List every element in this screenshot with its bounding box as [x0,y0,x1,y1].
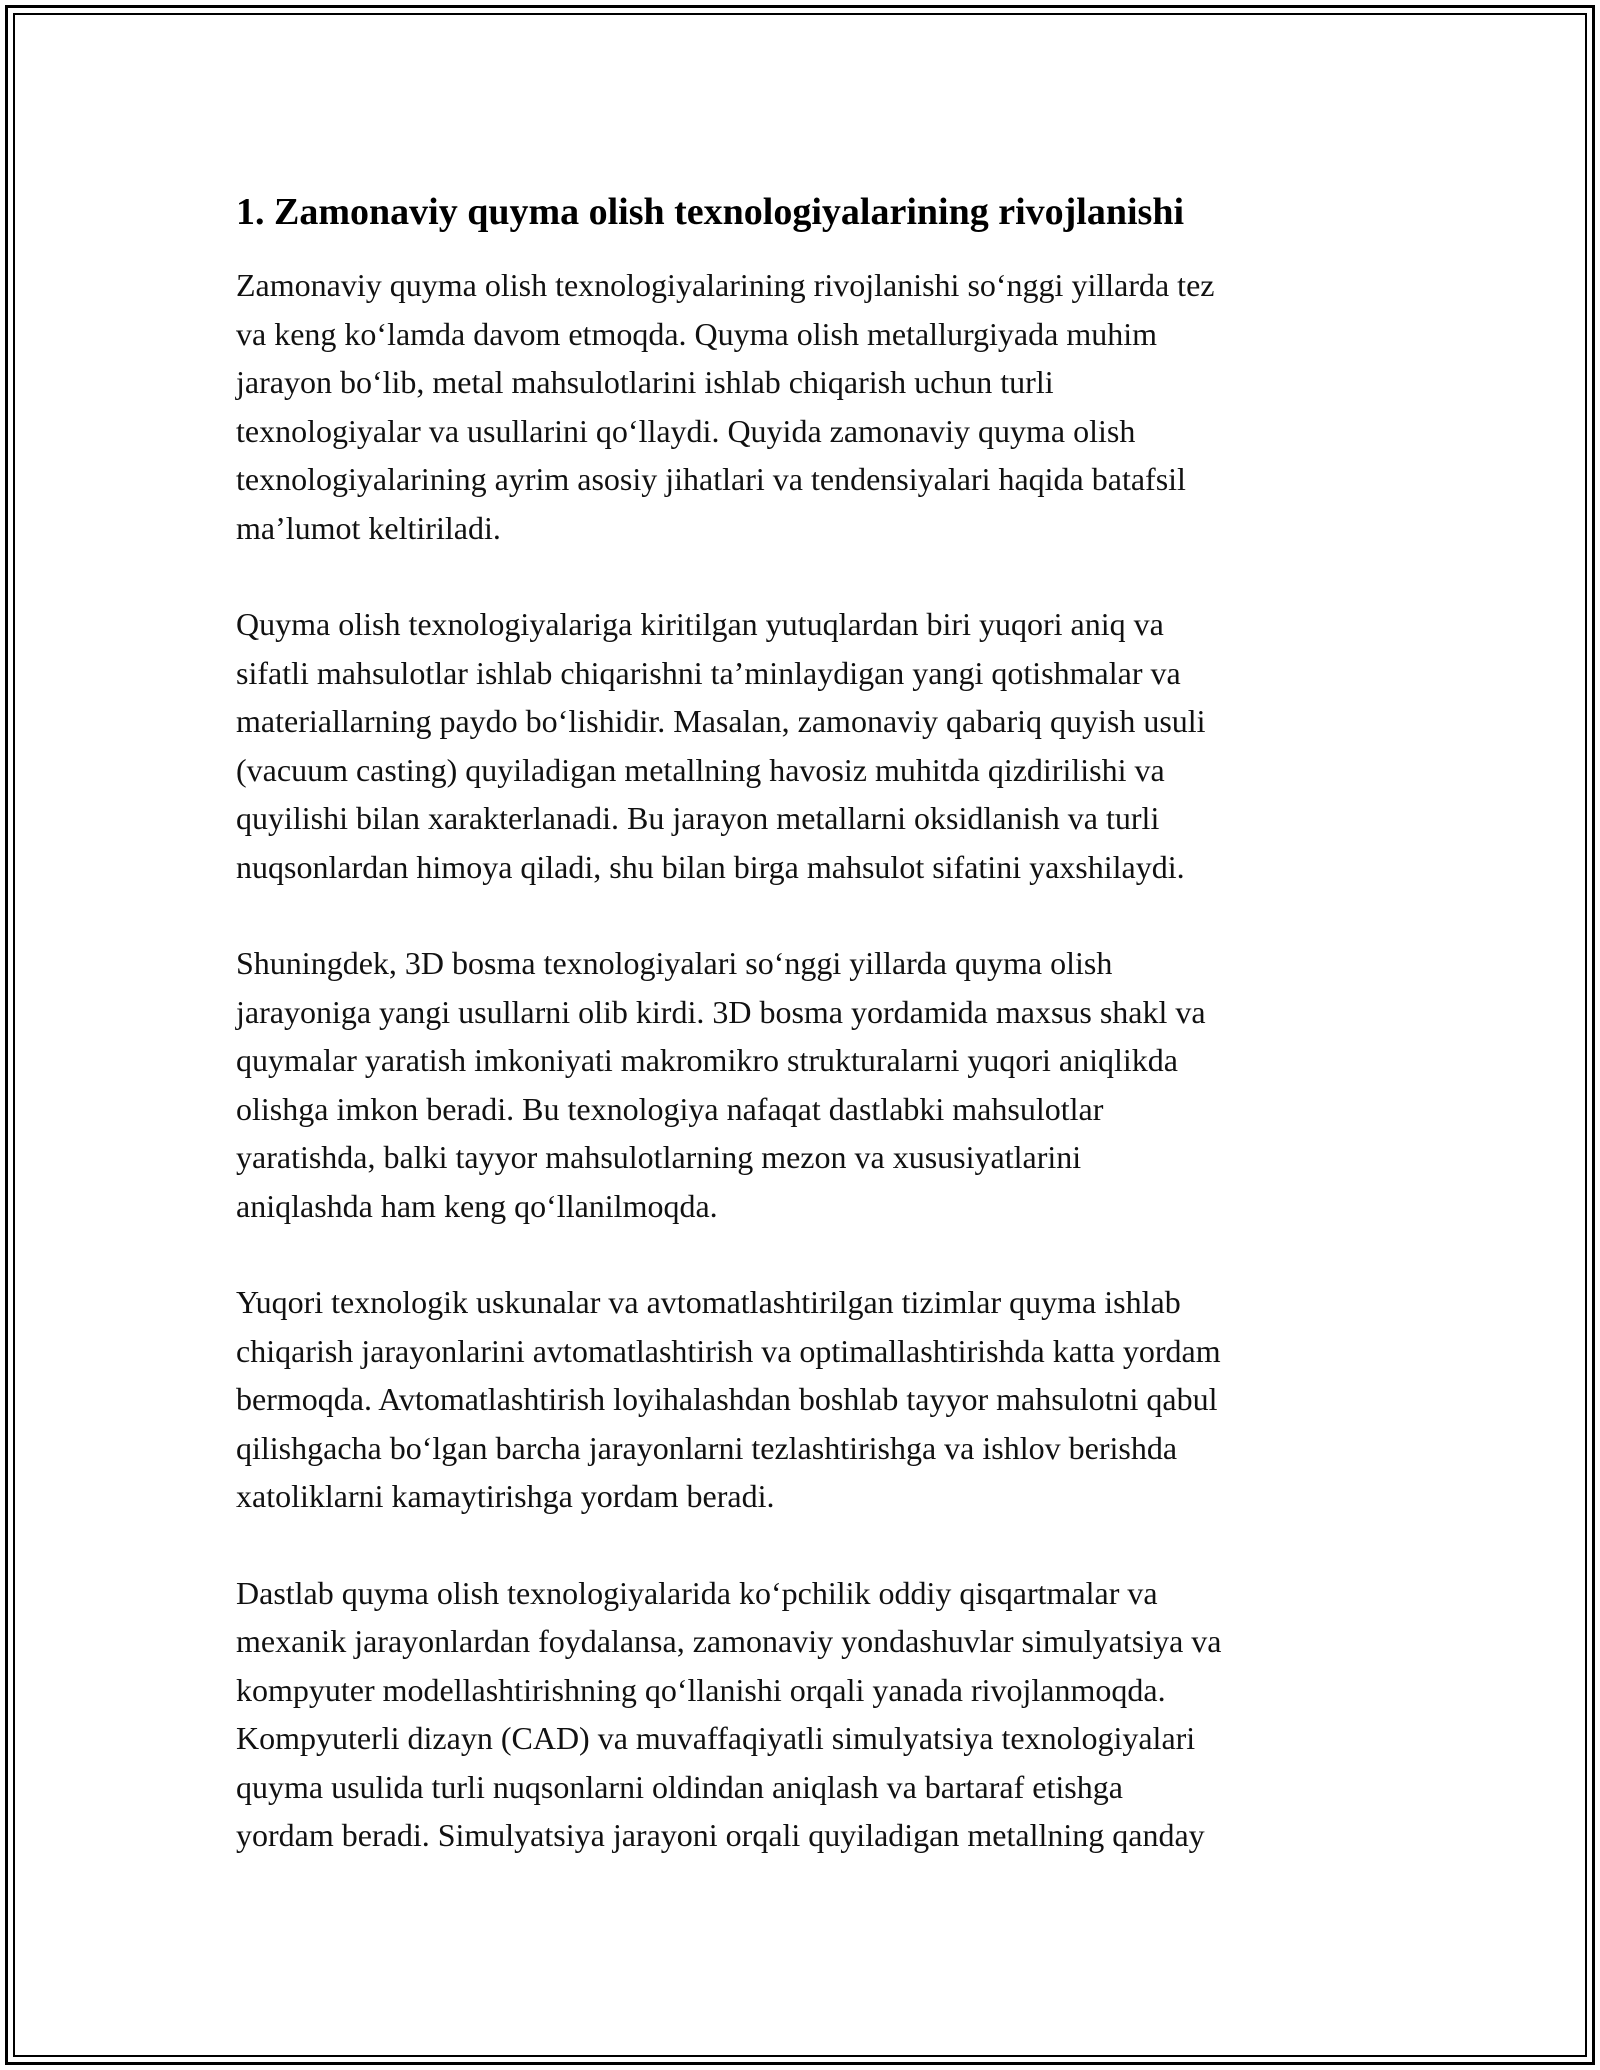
paragraph-line: quyma usulida turli nuqsonlarni oldindan aniqlash va bartaraf etishga [236,1768,1123,1805]
paragraph-line: quymalar yaratish imkoniyati makromikro strukturalarni yuqori aniqlikda [236,1042,1178,1079]
paragraph-line: Quyma olish texnologiyalariga kiritilgan yutuqlardan biri yuqori aniq va [236,606,1164,643]
body-paragraph [236,939,1376,1230]
paragraph-line: Dastlab quyma olish texnologiyalarida ko‘pchilik oddiy qisqartmalar va [236,1574,1158,1611]
paragraph-line: quyilishi bilan xarakterlanadi. Bu jarayon metallarni oksidlanish va turli [236,800,1160,837]
paragraph-line: chiqarish jarayonlarini avtomatlashtirish va optimallashtirishda katta yordam [236,1332,1221,1369]
paragraph-line: va keng ko‘lamda davom etmoqda. Quyma olish metallurgiyada muhim [236,315,1157,352]
paragraph-line: yordam beradi. Simulyatsiya jarayoni orqali quyiladigan metallning qanday [236,1817,1205,1854]
body-paragraph [236,261,1376,552]
paragraph-line: ma’lumot keltiriladi. [236,509,501,546]
paragraph-line: Shuningdek, 3D bosma texnologiyalari so‘nggi yillarda quyma olish [236,945,1113,982]
paragraph-line: qilishgacha bo‘lgan barcha jarayonlarni tezlashtirishga va ishlov berishda [236,1429,1178,1466]
paragraph-line: Zamonaviy quyma olish texnologiyalarining rivojlanishi so‘nggi yillarda tez [236,267,1215,304]
paragraph-line: texnologiyalar va usullarini qo‘llaydi. Quyida zamonaviy quyma olish [236,412,1136,449]
body-paragraph [236,600,1376,891]
paragraph-line: olishga imkon beradi. Bu texnologiya nafaqat dastlabki mahsulotlar [236,1090,1104,1127]
paragraph-container [236,261,1376,1860]
paragraph-line: jarayoniga yangi usullarni olib kirdi. 3D bosma yordamida maxsus shakl va [236,993,1206,1030]
paragraph-line: texnologiyalarining ayrim asosiy jihatlari va tendensiyalari haqida batafsil [236,461,1186,498]
section-heading: 1. Zamonaviy quyma olish texnologiyalarining rivojlanishi [236,191,1185,233]
paragraph-line: jarayon bo‘lib, metal mahsulotlarini ishlab chiqarish uchun turli [236,364,1054,401]
paragraph-line: xatoliklarni kamaytirishga yordam beradi. [236,1478,775,1515]
paragraph-line: materiallarning paydo bo‘lishidir. Masalan, zamonaviy qabariq quyish usuli [236,703,1206,740]
paragraph-line: yaratishda, balki tayyor mahsulotlarning mezon va xususiyatlarini [236,1139,1082,1176]
paragraph-line: Kompyuterli dizayn (CAD) va muvaffaqiyatli simulyatsiya texnologiyalari [236,1720,1196,1757]
paragraph-line: bermoqda. Avtomatlashtirish loyihalashdan boshlab tayyor mahsulotni qabul [236,1381,1218,1418]
paragraph-line: kompyuter modellashtirishning qo‘llanishi orqali yanada rivojlanmoqda. [236,1671,1166,1708]
body-paragraph [236,1569,1376,1860]
paragraph-line: (vacuum casting) quyiladigan metallning havosiz muhitda qizdirilishi va [236,751,1165,788]
paragraph-line: sifatli mahsulotlar ishlab chiqarishni ta’minlaydigan yangi qotishmalar va [236,654,1181,691]
paragraph-line: nuqsonlardan himoya qiladi, shu bilan birga mahsulot sifatini yaxshilaydi. [236,848,1185,885]
paragraph-line: aniqlashda ham keng qo‘llanilmoqda. [236,1187,718,1224]
body-paragraph [236,1278,1376,1521]
paragraph-line: Yuqori texnologik uskunalar va avtomatlashtirilgan tizimlar quyma ishlab [236,1284,1181,1321]
document-body [236,188,1376,1860]
paragraph-line: mexanik jarayonlardan foydalansa, zamonaviy yondashuvlar simulyatsiya va [236,1623,1222,1660]
